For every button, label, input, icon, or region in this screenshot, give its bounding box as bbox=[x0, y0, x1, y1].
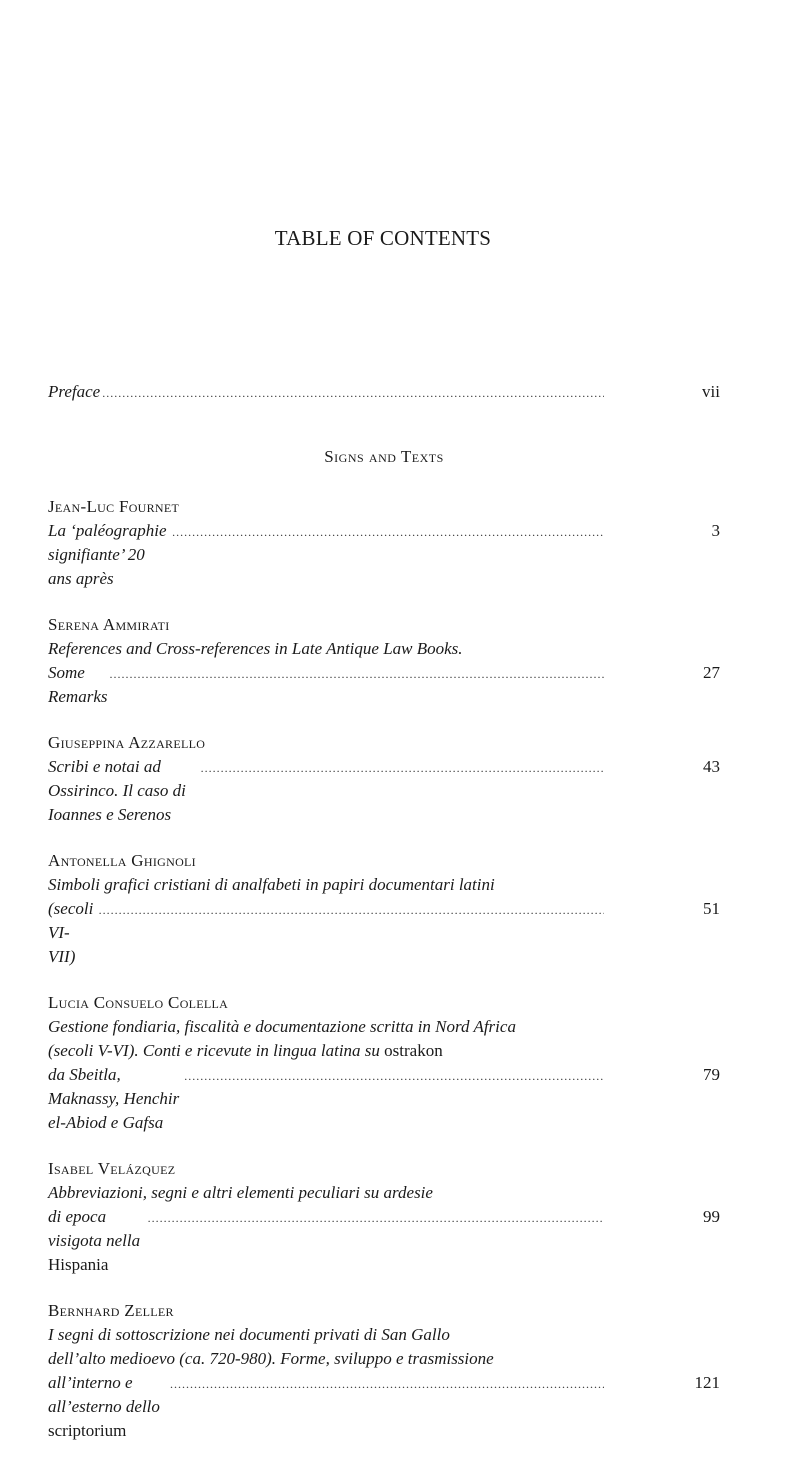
entry-title-line bbox=[48, 1371, 168, 1443]
entry-last-line bbox=[48, 1063, 720, 1135]
toc-entry bbox=[48, 495, 720, 591]
entry-last-line bbox=[48, 661, 720, 709]
toc-entry bbox=[48, 991, 720, 1135]
page-number: 121 bbox=[694, 1373, 720, 1392]
entry-title-line: Some Remarks bbox=[48, 663, 108, 706]
entry-author: Serena Ammirati bbox=[48, 615, 170, 634]
entry-title-line bbox=[48, 1039, 604, 1063]
entry-author: Jean-Luc Fournet bbox=[48, 497, 180, 516]
entry-title-line: dell’alto medioevo (ca. 720-980). Forme, sviluppo e trasmissione bbox=[48, 1349, 494, 1368]
dot-leader bbox=[109, 662, 604, 686]
entry-title-line: Scribi e notai ad Ossirinco. Il caso di Ioannes e Serenos bbox=[48, 757, 186, 824]
toc-entry bbox=[48, 849, 720, 969]
page-title: TABLE OF CONTENTS bbox=[274, 226, 492, 250]
entry-title-line: La ‘paléographie signifiante’ 20 ans après bbox=[48, 521, 167, 588]
entry-title-text: (secoli V-VI). Conti e ricevute in lingua latina su bbox=[48, 1041, 385, 1060]
entry-title-text: all’interno e all’esterno dello bbox=[48, 1373, 160, 1416]
entry-title-line: da Sbeitla, Maknassy, Henchir el-Abiod e Gafsa bbox=[48, 1065, 180, 1132]
entry-title-line: Gestione fondiaria, fiscalità e documentazione scritta in Nord Africa bbox=[48, 1017, 516, 1036]
table-of-contents bbox=[48, 380, 720, 1465]
page-number: 43 bbox=[703, 757, 720, 776]
entry-title-line: Simboli grafici cristiani di analfabeti in papiri documentari latini bbox=[48, 875, 495, 894]
page-number: vii bbox=[702, 382, 720, 401]
entry-author: Giuseppina Azzarello bbox=[48, 733, 206, 752]
entry-author: Isabel Velázquez bbox=[48, 1159, 176, 1178]
entry-title-text: di epoca visigota nella bbox=[48, 1207, 141, 1250]
entry-author: Antonella Ghignoli bbox=[48, 851, 196, 870]
toc-entry bbox=[48, 613, 720, 709]
entry-title-line: I segni di sottoscrizione nei documenti privati di San Gallo bbox=[48, 1325, 450, 1344]
page-number: 27 bbox=[703, 663, 720, 682]
preface-title: Preface bbox=[48, 382, 101, 401]
entry-title-line: References and Cross-references in Late Antique Law Books. bbox=[48, 639, 463, 658]
dot-leader bbox=[99, 898, 604, 922]
entry-title-roman: ostrakon bbox=[384, 1041, 443, 1060]
dot-leader bbox=[102, 381, 604, 405]
toc-entry bbox=[48, 731, 720, 827]
entry-last-line bbox=[48, 519, 720, 591]
dot-leader bbox=[148, 1206, 604, 1230]
dot-leader bbox=[201, 756, 604, 780]
entry-last-line bbox=[48, 755, 720, 827]
dot-leader bbox=[184, 1064, 604, 1088]
page-number: 99 bbox=[703, 1207, 720, 1226]
section-title: Signs and Texts bbox=[324, 447, 444, 466]
toc-entry bbox=[48, 1299, 720, 1443]
preface-row bbox=[48, 380, 720, 405]
page-number: 3 bbox=[711, 521, 720, 540]
page-number: 79 bbox=[703, 1065, 720, 1084]
entry-last-line bbox=[48, 897, 720, 969]
dot-leader bbox=[172, 520, 604, 544]
entry-title-line: (secoli VI-VII) bbox=[48, 899, 94, 966]
entry-last-line bbox=[48, 1205, 720, 1277]
entry-title-line bbox=[48, 1205, 146, 1277]
dot-leader bbox=[170, 1372, 604, 1396]
entry-title-line: Abbreviazioni, segni e altri elementi peculiari su ardesie bbox=[48, 1183, 433, 1202]
entry-title-roman: Hispania bbox=[48, 1255, 109, 1274]
entry-author: Lucia Consuelo Colella bbox=[48, 993, 229, 1012]
page-number: 51 bbox=[703, 899, 720, 918]
toc-entry bbox=[48, 1157, 720, 1277]
entry-author: Bernhard Zeller bbox=[48, 1301, 174, 1320]
entry-title-roman: scriptorium bbox=[48, 1421, 127, 1440]
entry-last-line bbox=[48, 1371, 720, 1443]
